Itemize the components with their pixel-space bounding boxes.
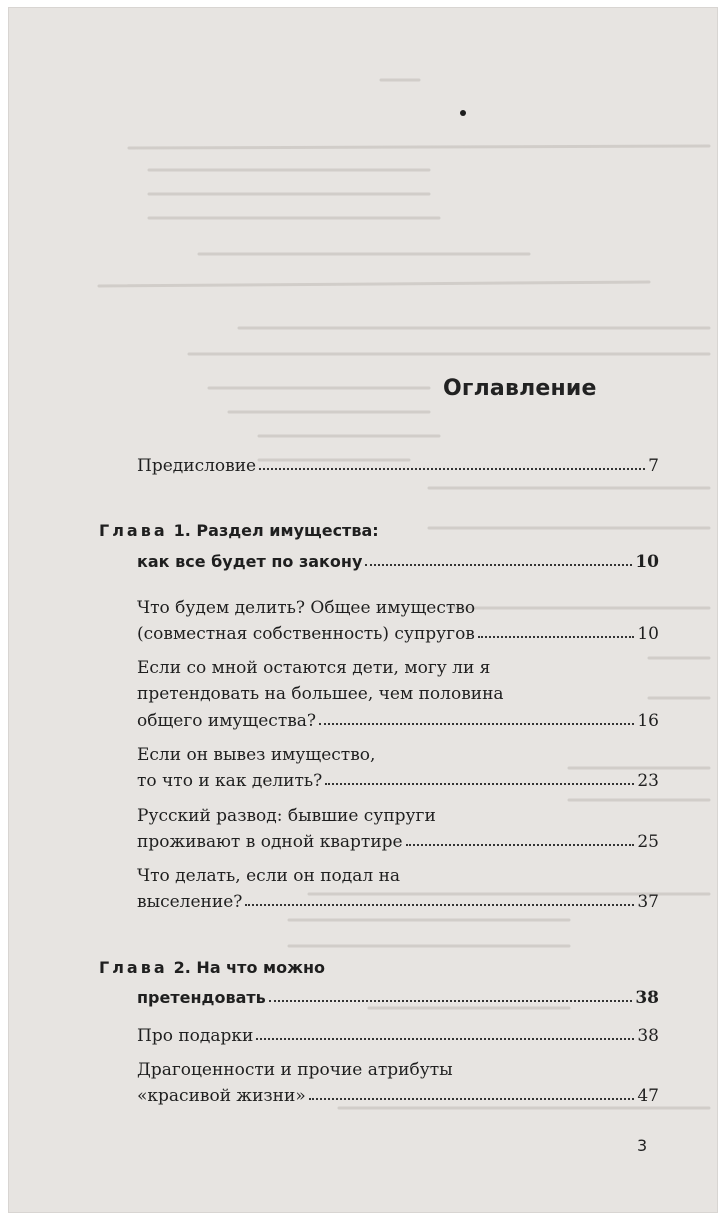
toc-entry-1-5-line-1[interactable] [137, 866, 400, 886]
chapter-title-line: как все будет по закону [137, 552, 363, 571]
toc-entry-1-4-line-2[interactable] [137, 832, 659, 852]
chapter-1-heading-line-1[interactable] [99, 521, 379, 540]
toc-entry-text: Что будем делить? Общее имущество [137, 598, 476, 618]
toc-entry-text: Про подарки [137, 1026, 254, 1046]
toc-page-number: 38 [635, 988, 659, 1008]
toc-entry-2-1[interactable] [137, 1026, 659, 1046]
toc-entry-text: «красивой жизни» [137, 1086, 306, 1106]
toc-entry-1-2-line-1[interactable] [137, 658, 490, 678]
dot-leader [259, 468, 645, 470]
chapter-2-heading-line-2[interactable] [137, 988, 659, 1008]
dot-leader [406, 844, 635, 846]
toc-entry-text: Драгоценности и прочие атрибуты [137, 1060, 453, 1080]
toc-entry-1-2-line-2[interactable] [137, 684, 504, 704]
toc-entry-preface[interactable] [137, 456, 659, 476]
dot-leader [309, 1098, 635, 1100]
dot-leader [319, 723, 634, 725]
toc-page-number: 16 [637, 711, 659, 731]
toc-page-number: 10 [637, 624, 659, 644]
toc-entry-2-2-line-1[interactable] [137, 1060, 453, 1080]
toc-entry-text: Русский развод: бывшие супруги [137, 806, 436, 826]
toc-page-number: 25 [637, 832, 659, 852]
toc-page-number: 37 [637, 892, 659, 912]
chapter-label: Глава [99, 958, 168, 977]
toc-entry-1-3-line-2[interactable] [137, 771, 659, 791]
chapter-1-heading-line-2[interactable] [137, 552, 659, 572]
toc-entry-text: Что делать, если он подал на [137, 866, 401, 886]
toc-entry-text: Если он вывез имущество, [137, 745, 376, 765]
chapter-title-line: 2. На что можно [173, 958, 326, 977]
chapter-2-heading-line-1[interactable] [99, 958, 325, 977]
ink-dot [460, 110, 466, 116]
dot-leader [256, 1038, 634, 1040]
dot-leader [325, 783, 634, 785]
dot-leader [365, 564, 632, 566]
toc-page-number: 47 [637, 1086, 659, 1106]
toc-entry-1-3-line-1[interactable] [137, 745, 375, 765]
toc-page-number: 10 [635, 552, 659, 572]
toc-entry-2-2-line-2[interactable] [137, 1086, 659, 1106]
toc-entry-text: претендовать на большее, чем половина [137, 684, 504, 704]
toc-page-number: 7 [648, 456, 659, 476]
toc-page-number: 23 [637, 771, 659, 791]
toc-page-number: 38 [637, 1026, 659, 1046]
chapter-title-line: 1. Раздел имущества: [173, 521, 379, 540]
toc-entry-text: Предисловие [137, 456, 257, 476]
dot-leader [245, 904, 634, 906]
toc-entry-1-1-line-2[interactable] [137, 624, 659, 644]
dot-leader [478, 636, 634, 638]
chapter-title-line: претендовать [137, 988, 266, 1007]
toc-entry-text: проживают в одной квартире [137, 832, 403, 852]
toc-entry-1-5-line-2[interactable] [137, 892, 659, 912]
toc-entry-1-1-line-1[interactable] [137, 598, 475, 618]
chapter-label: Глава [99, 521, 168, 540]
toc-entry-text: то что и как делить? [137, 771, 323, 791]
toc-entry-text: Если со мной остаются дети, могу ли я [137, 658, 491, 678]
toc-entry-1-4-line-1[interactable] [137, 806, 436, 826]
page-title: Оглавление [443, 376, 597, 401]
page-number: 3 [637, 1136, 648, 1155]
toc-entry-text: выселение? [137, 892, 243, 912]
toc-entry-text: (совместная собственность) супругов [137, 624, 475, 644]
toc-entry-text: общего имущества? [137, 711, 317, 731]
book-page [9, 8, 717, 1212]
dot-leader [269, 1000, 633, 1002]
toc-entry-1-2-line-3[interactable] [137, 711, 659, 731]
